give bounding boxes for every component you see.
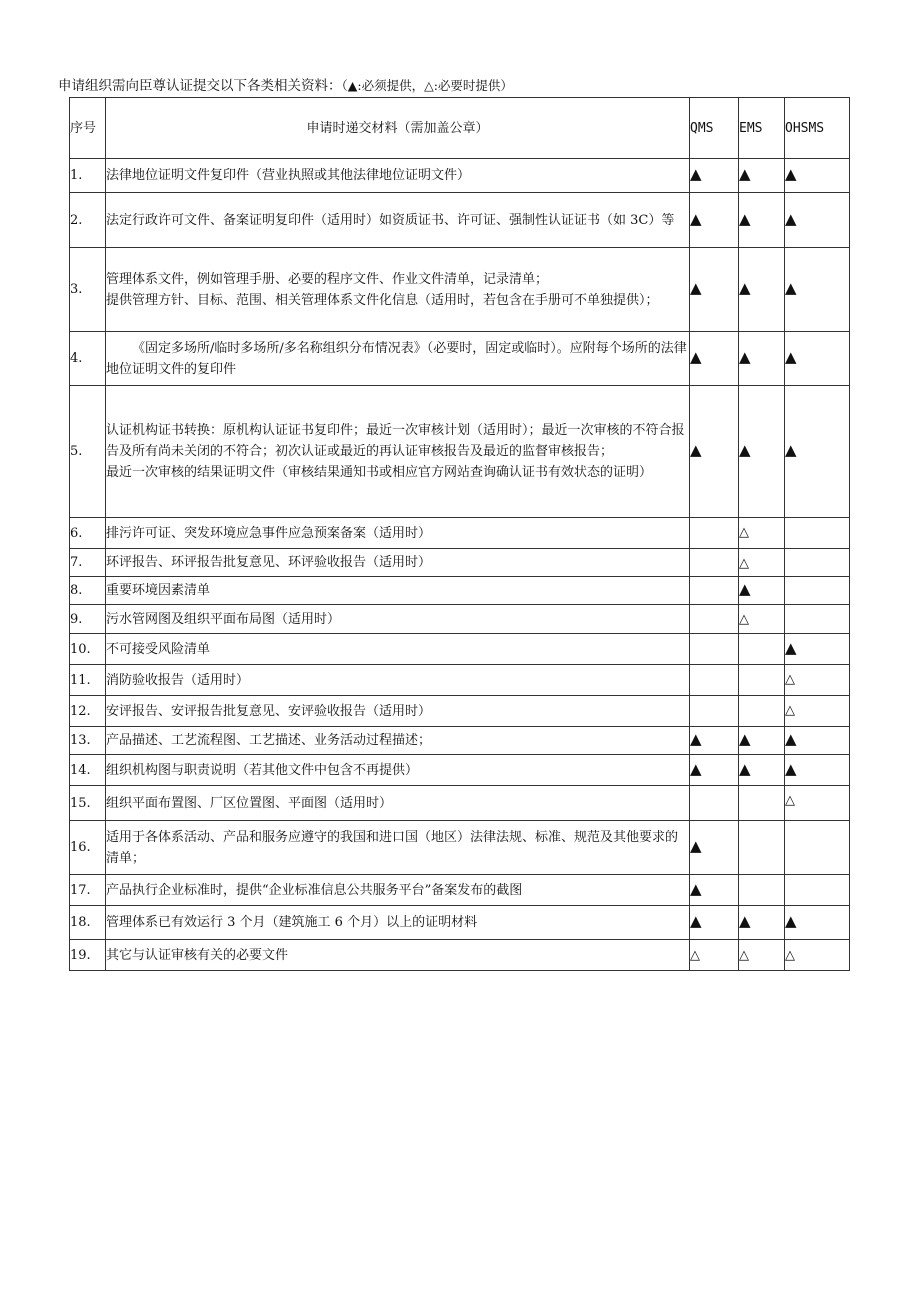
mark-ohsms — [785, 159, 850, 193]
mark-ems — [739, 386, 785, 518]
material-line: 最近一次审核的结果证明文件（审核结果通知书或相应官方网站查询确认证书有效状态的证明） — [106, 465, 653, 480]
material-line: 组织机构图与职责说明（若其他文件中包含不再提供） — [106, 762, 419, 778]
table-header-row — [70, 98, 850, 159]
mark-ems — [739, 786, 785, 821]
row-number: 1. — [70, 159, 106, 193]
mark-qms — [690, 821, 739, 875]
material-line: 法定行政许可文件、备案证明复印件（适用时）如资质证书、许可证、强制性认证证书（如 3C）等 — [106, 212, 675, 228]
row-number: 18. — [70, 906, 106, 940]
row-material — [106, 786, 690, 821]
mark-ems — [739, 634, 785, 665]
row-material — [106, 518, 690, 549]
row-number: 19. — [70, 940, 106, 971]
required-mark-icon: ▲ — [785, 759, 797, 778]
mark-ohsms — [785, 821, 850, 875]
mark-qms — [690, 605, 739, 634]
mark-ohsms — [785, 696, 850, 727]
required-mark-icon: ▲ — [690, 759, 702, 778]
mark-qms — [690, 248, 739, 332]
mark-qms — [690, 727, 739, 755]
row-number: 9. — [70, 605, 106, 634]
mark-ohsms — [785, 549, 850, 577]
material-line: 产品描述、工艺流程图、工艺描述、业务活动过程描述； — [106, 733, 432, 748]
required-mark-icon: ▲ — [785, 638, 797, 657]
required-mark-icon: ▲ — [690, 912, 702, 930]
table-row — [70, 906, 850, 940]
required-mark-icon: ▲ — [690, 209, 702, 228]
table-row — [70, 727, 850, 755]
required-mark-icon: ▲ — [739, 348, 751, 366]
row-number: 4. — [70, 332, 106, 386]
material-line: 重要环境因素清单 — [106, 583, 211, 598]
table-row — [70, 159, 850, 193]
row-number: 13. — [70, 727, 106, 755]
row-material — [106, 634, 690, 665]
required-mark-icon: ▲ — [739, 759, 751, 778]
mark-qms — [690, 940, 739, 971]
intro-legend: （▲:必须提供，△:必要时提供） — [341, 78, 513, 93]
required-mark-icon: ▲ — [690, 837, 702, 855]
required-mark-icon: ▲ — [785, 279, 797, 297]
mark-ohsms — [785, 386, 850, 518]
mark-ems — [739, 696, 785, 727]
table-row — [70, 577, 850, 605]
material-line: 消防验收报告（适用时） — [106, 672, 250, 688]
mark-qms — [690, 906, 739, 940]
material-line: 组织平面布置图、厂区位置图、平面图（适用时） — [106, 795, 393, 811]
optional-mark-icon: △ — [690, 947, 700, 963]
required-mark-icon: ▲ — [785, 165, 797, 183]
row-material — [106, 727, 690, 755]
mark-ohsms — [785, 248, 850, 332]
row-material — [106, 755, 690, 786]
table-body — [70, 159, 850, 971]
required-mark-icon: ▲ — [785, 441, 797, 459]
required-mark-icon: ▲ — [785, 348, 797, 366]
optional-mark-icon: △ — [785, 947, 795, 963]
row-material — [106, 549, 690, 577]
mark-ohsms — [785, 786, 850, 821]
table-row — [70, 821, 850, 875]
row-number: 11. — [70, 665, 106, 696]
mark-ohsms — [785, 577, 850, 605]
table-row — [70, 386, 850, 518]
mark-ems — [739, 193, 785, 248]
required-mark-icon: ▲ — [690, 441, 702, 459]
required-mark-icon: ▲ — [785, 209, 797, 228]
required-mark-icon: ▲ — [739, 279, 751, 297]
optional-mark-icon: △ — [785, 703, 795, 718]
mark-qms — [690, 159, 739, 193]
row-number: 10. — [70, 634, 106, 665]
mark-ohsms — [785, 727, 850, 755]
row-material — [106, 821, 690, 875]
required-mark-icon: ▲ — [739, 730, 751, 748]
row-number: 12. — [70, 696, 106, 727]
table-row — [70, 605, 850, 634]
row-number: 7. — [70, 549, 106, 577]
mark-ems — [739, 755, 785, 786]
optional-mark-icon: △ — [785, 793, 795, 808]
intro-text: 申请组织需向臣尊认证提交以下各类相关资料： — [58, 78, 342, 94]
table-row — [70, 332, 850, 386]
row-material — [106, 159, 690, 193]
table-row — [70, 634, 850, 665]
mark-qms — [690, 386, 739, 518]
mark-ohsms — [785, 906, 850, 940]
header-material: 申请时递交材料（需加盖公章） — [106, 98, 690, 159]
row-material — [106, 193, 690, 248]
optional-mark-icon: △ — [785, 672, 795, 687]
material-line: 其它与认证审核有关的必要文件 — [106, 947, 289, 963]
mark-ems — [739, 159, 785, 193]
mark-qms — [690, 518, 739, 549]
mark-ems — [739, 248, 785, 332]
optional-mark-icon: △ — [739, 612, 749, 627]
table-row — [70, 875, 850, 906]
required-mark-icon: ▲ — [739, 209, 751, 228]
table-row — [70, 248, 850, 332]
mark-ems — [739, 940, 785, 971]
mark-ohsms — [785, 605, 850, 634]
row-material — [106, 665, 690, 696]
row-material — [106, 605, 690, 634]
material-line: 不可接受风险清单 — [106, 641, 211, 657]
row-material — [106, 696, 690, 727]
mark-qms — [690, 332, 739, 386]
requirements-table — [69, 97, 850, 971]
required-mark-icon: ▲ — [690, 165, 702, 183]
table-row — [70, 786, 850, 821]
mark-qms — [690, 755, 739, 786]
mark-ems — [739, 875, 785, 906]
material-line: 提供管理方针、目标、范围、相关管理体系文件化信息（适用时，若包含在手册可不单独提供）； — [106, 292, 659, 308]
required-mark-icon: ▲ — [690, 879, 702, 898]
material-line: 产品执行企业标准时，提供“企业标准信息公共服务平台”备案发布的截图 — [106, 882, 523, 898]
required-mark-icon: ▲ — [739, 912, 751, 930]
header-number: 序号 — [70, 98, 106, 159]
material-line: 污水管网图及组织平面布局图（适用时） — [106, 611, 341, 627]
required-mark-icon: ▲ — [690, 730, 702, 748]
row-material — [106, 940, 690, 971]
row-number: 16. — [70, 821, 106, 875]
row-material — [106, 332, 690, 386]
required-mark-icon: ▲ — [739, 441, 751, 459]
required-mark-icon: ▲ — [785, 730, 797, 748]
mark-qms — [690, 875, 739, 906]
mark-ems — [739, 906, 785, 940]
header-qms: QMS — [690, 98, 739, 159]
material-line: 管理体系文件，例如管理手册、必要的程序文件、作业文件清单，记录清单； — [106, 271, 549, 287]
mark-qms — [690, 786, 739, 821]
table-row — [70, 940, 850, 971]
row-number: 2. — [70, 193, 106, 248]
mark-qms — [690, 696, 739, 727]
mark-ohsms — [785, 193, 850, 248]
mark-ems — [739, 332, 785, 386]
required-mark-icon: ▲ — [739, 165, 751, 183]
material-line: 适用于各体系活动、产品和服务应遵守的我国和进口国（地区）法律法规、标准、规范及其他要求的清单； — [106, 829, 679, 866]
mark-ohsms — [785, 665, 850, 696]
material-line: 法律地位证明文件复印件（营业执照或其他法律地位证明文件） — [106, 168, 471, 183]
mark-ohsms — [785, 875, 850, 906]
required-mark-icon: ▲ — [739, 580, 751, 598]
row-number: 3. — [70, 248, 106, 332]
row-material — [106, 248, 690, 332]
optional-mark-icon: △ — [739, 556, 749, 571]
header-ohsms: OHSMS — [785, 98, 850, 159]
optional-mark-icon: △ — [739, 947, 749, 963]
mark-ems — [739, 577, 785, 605]
material-line: 安评报告、安评报告批复意见、安评验收报告（适用时） — [106, 703, 432, 719]
optional-mark-icon: △ — [739, 525, 749, 540]
mark-ems — [739, 518, 785, 549]
material-line: 管理体系已有效运行 3 个月（建筑施工 6 个月）以上的证明材料 — [106, 915, 478, 930]
mark-qms — [690, 665, 739, 696]
header-ems: EMS — [739, 98, 785, 159]
material-line: 《固定多场所/临时多场所/多名称组织分布情况表》（必要时，固定或临时）。应附每个场所的法律地位证明文件的复印件 — [106, 340, 687, 377]
row-number: 15. — [70, 786, 106, 821]
mark-ohsms — [785, 518, 850, 549]
material-line: 认证机构证书转换：原机构认证证书复印件；最近一次审核计划（适用时）；最近一次审核的不符合报告及所有尚未关闭的不符合；初次认证或最近的再认证审核报告及最近的监督审核报告； — [106, 423, 685, 459]
intro-heading — [58, 77, 858, 95]
table-row — [70, 193, 850, 248]
row-material — [106, 577, 690, 605]
required-mark-icon: ▲ — [690, 348, 702, 366]
mark-ohsms — [785, 634, 850, 665]
mark-ems — [739, 821, 785, 875]
row-number: 17. — [70, 875, 106, 906]
required-mark-icon: ▲ — [690, 279, 702, 297]
material-line: 环评报告、环评报告批复意见、环评验收报告（适用时） — [106, 555, 432, 570]
material-line: 排污许可证、突发环境应急事件应急预案备案（适用时） — [106, 525, 432, 541]
mark-ems — [739, 665, 785, 696]
mark-qms — [690, 193, 739, 248]
row-number: 6. — [70, 518, 106, 549]
mark-qms — [690, 549, 739, 577]
row-material — [106, 906, 690, 940]
mark-qms — [690, 634, 739, 665]
row-number: 14. — [70, 755, 106, 786]
table-row — [70, 665, 850, 696]
mark-ohsms — [785, 332, 850, 386]
mark-ohsms — [785, 940, 850, 971]
row-material — [106, 875, 690, 906]
required-mark-icon: ▲ — [785, 912, 797, 930]
mark-qms — [690, 577, 739, 605]
mark-ems — [739, 605, 785, 634]
mark-ohsms — [785, 755, 850, 786]
table-row — [70, 518, 850, 549]
table-row — [70, 696, 850, 727]
row-number: 8. — [70, 577, 106, 605]
row-number: 5. — [70, 386, 106, 518]
table-row — [70, 755, 850, 786]
mark-ems — [739, 727, 785, 755]
mark-ems — [739, 549, 785, 577]
row-material — [106, 386, 690, 518]
table-row — [70, 549, 850, 577]
